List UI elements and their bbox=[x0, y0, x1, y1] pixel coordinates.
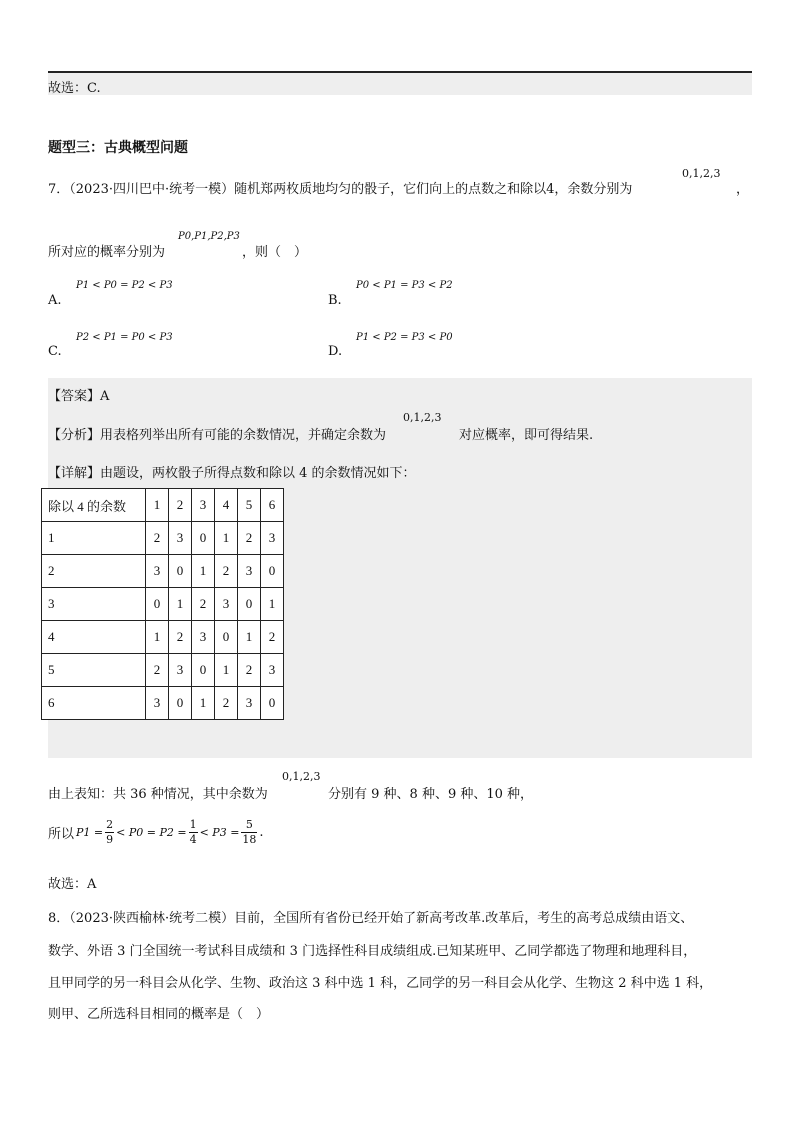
table-row bbox=[42, 687, 284, 720]
option-d-label: D. bbox=[328, 344, 343, 359]
table-cell: 5 bbox=[42, 654, 146, 687]
conclusion-prefix: 所以 bbox=[48, 827, 75, 842]
table-cell: 0 bbox=[261, 555, 284, 588]
q8-line2: 数学、外语 3 门全国统一考试科目成绩和 3 门选择性科目成绩组成.已知某班甲、乙同学都选了物理和地理科目， bbox=[48, 944, 697, 959]
table-header-cell: 6 bbox=[261, 489, 284, 522]
table-header-row bbox=[42, 489, 284, 522]
q7-line1 bbox=[48, 178, 632, 197]
fraction-denominator: 9 bbox=[106, 833, 114, 846]
table-cell: 1 bbox=[146, 621, 169, 654]
q8-line1: 8．（2023·陕西榆林·统考二模）目前，全国所有省份已经开始了新高考改革.改革后，考生的高考总成绩由语文、 bbox=[48, 911, 694, 926]
option-c-math: P2 < P1 = P0 < P3 bbox=[76, 332, 173, 343]
table-header-cell: 3 bbox=[192, 489, 215, 522]
prev-answer: 故选：C. bbox=[48, 81, 101, 96]
conclusion-end: . bbox=[259, 825, 264, 840]
table-header-cell: 2 bbox=[169, 489, 192, 522]
answer: 【答案】A bbox=[48, 389, 110, 404]
q8-line4: 则甲、乙所选科目相同的概率是（ ） bbox=[48, 1007, 270, 1022]
q7-remainders: 0,1,2,3 bbox=[682, 167, 721, 180]
conclusion-mid2: < P3 = bbox=[199, 826, 240, 839]
table-row bbox=[42, 555, 284, 588]
table-cell: 1 bbox=[238, 621, 261, 654]
table-cell: 2 bbox=[215, 555, 238, 588]
table-row bbox=[42, 621, 284, 654]
q7-comma: ， bbox=[736, 182, 750, 197]
q8-line3: 且甲同学的另一科目会从化学、生物、政治这 3 科中选 1 科，乙同学的另一科目会从化学、生物这 2 科中选 1 科， bbox=[48, 976, 713, 991]
q7-line2-suffix: ，则（ ） bbox=[242, 245, 308, 260]
table-cell: 3 bbox=[42, 588, 146, 621]
table-cell: 3 bbox=[215, 588, 238, 621]
table-header-cell: 4 bbox=[215, 489, 238, 522]
remainder-table bbox=[41, 488, 284, 720]
table-row bbox=[42, 654, 284, 687]
table-cell: 3 bbox=[261, 522, 284, 555]
analysis-suffix: 对应概率，即可得结果. bbox=[459, 428, 594, 443]
analysis-math: 0,1,2,3 bbox=[403, 411, 442, 424]
table-cell: 0 bbox=[192, 522, 215, 555]
conclusion-p1: P1 = bbox=[76, 826, 104, 839]
table-header-cell: 除以 4 的余数 bbox=[42, 489, 146, 522]
table-cell: 3 bbox=[169, 654, 192, 687]
option-d-math: P1 < P2 = P3 < P0 bbox=[356, 332, 453, 343]
table-cell: 3 bbox=[192, 621, 215, 654]
q7-prefix: 7．（2023·四川巴中·统考一模）随机郑两枚质地均匀的骰子，它们向上的点数之和除以4，余数分别为 bbox=[48, 182, 633, 197]
table-cell: 1 bbox=[192, 555, 215, 588]
table-cell: 1 bbox=[42, 522, 146, 555]
fraction-numerator: 1 bbox=[189, 818, 197, 831]
summary-math: 0,1,2,3 bbox=[282, 770, 321, 783]
q7-probs: P0,P1,P2,P3 bbox=[178, 231, 240, 242]
table-cell: 6 bbox=[42, 687, 146, 720]
summary-suffix: 分别有 9 种、8 种、9 种、10 种， bbox=[328, 787, 534, 802]
table-cell: 0 bbox=[169, 687, 192, 720]
table-cell: 1 bbox=[215, 654, 238, 687]
prev-answer-shade bbox=[48, 73, 752, 95]
q7-line2-prefix: 所对应的概率分别为 bbox=[48, 245, 166, 260]
table-cell: 1 bbox=[192, 687, 215, 720]
table-cell: 2 bbox=[146, 522, 169, 555]
table-cell: 1 bbox=[169, 588, 192, 621]
table-cell: 0 bbox=[261, 687, 284, 720]
fraction-numerator: 5 bbox=[241, 818, 257, 833]
option-a-label: A. bbox=[48, 293, 62, 308]
table-cell: 1 bbox=[261, 588, 284, 621]
final-answer: 故选：A bbox=[48, 877, 97, 892]
table-cell: 0 bbox=[238, 588, 261, 621]
option-b-math: P0 < P1 = P3 < P2 bbox=[356, 280, 453, 291]
q7-line2 bbox=[48, 241, 165, 260]
table-row bbox=[42, 522, 284, 555]
option-c-label: C. bbox=[48, 344, 62, 359]
table-cell: 3 bbox=[169, 522, 192, 555]
table-cell: 3 bbox=[238, 687, 261, 720]
option-a-math: P1 < P0 = P2 < P3 bbox=[76, 280, 173, 291]
fraction-denominator: 4 bbox=[189, 833, 197, 846]
table-cell: 2 bbox=[146, 654, 169, 687]
table-cell: 2 bbox=[169, 621, 192, 654]
conclusion bbox=[48, 818, 264, 847]
table-cell: 3 bbox=[238, 555, 261, 588]
table-cell: 2 bbox=[261, 621, 284, 654]
analysis-prefix: 【分析】用表格列举出所有可能的余数情况，并确定余数为 bbox=[48, 428, 387, 443]
fraction-5-18 bbox=[241, 818, 257, 847]
option-b-label: B. bbox=[328, 293, 342, 308]
summary-prefix: 由上表知：共 36 种情况，其中余数为 bbox=[48, 787, 268, 802]
table-header-cell: 1 bbox=[146, 489, 169, 522]
table-cell: 2 bbox=[238, 654, 261, 687]
detail: 【详解】由题设，两枚骰子所得点数和除以 4 的余数情况如下： bbox=[48, 466, 416, 481]
fraction-2-9 bbox=[105, 818, 114, 847]
table-cell: 0 bbox=[215, 621, 238, 654]
table-row bbox=[42, 588, 284, 621]
fraction-1-4 bbox=[189, 818, 198, 847]
conclusion-mid: < P0 = P2 = bbox=[116, 826, 187, 839]
table-cell: 1 bbox=[215, 522, 238, 555]
table-cell: 3 bbox=[146, 687, 169, 720]
table-cell: 2 bbox=[238, 522, 261, 555]
fraction-denominator: 18 bbox=[242, 833, 257, 846]
table-cell: 3 bbox=[146, 555, 169, 588]
table-cell: 3 bbox=[261, 654, 284, 687]
table-cell: 2 bbox=[192, 588, 215, 621]
table-cell: 2 bbox=[42, 555, 146, 588]
table-cell: 0 bbox=[169, 555, 192, 588]
section-title: 题型三：古典概型问题 bbox=[48, 140, 188, 156]
table-cell: 2 bbox=[215, 687, 238, 720]
table-cell: 4 bbox=[42, 621, 146, 654]
table-header-cell: 5 bbox=[238, 489, 261, 522]
fraction-numerator: 2 bbox=[106, 818, 114, 831]
table-cell: 0 bbox=[192, 654, 215, 687]
table-cell: 0 bbox=[146, 588, 169, 621]
